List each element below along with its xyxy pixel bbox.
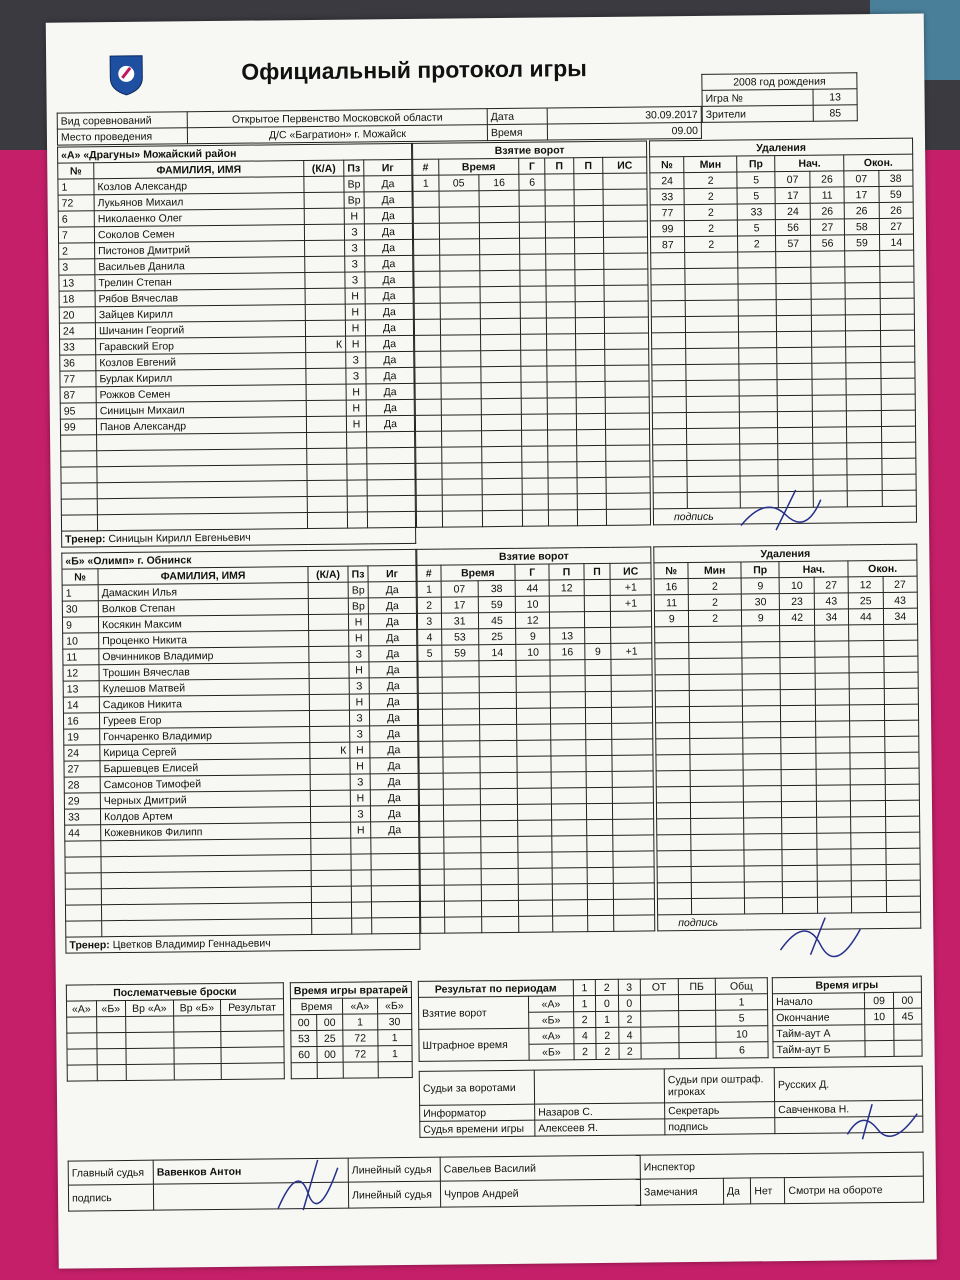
table-row: 95 Синицын Михаил Н Да (60, 399, 414, 419)
secretary-signature-icon (842, 1099, 922, 1145)
goal-row (416, 509, 650, 527)
page-title: Официальный протокол игры (241, 55, 587, 85)
table-row: 72 Лукьянов Михаил Вр Да (58, 191, 412, 211)
table-row: 7 Соколов Семен З Да (58, 223, 412, 243)
table-row: 9 Косякин Максим Н Да (62, 613, 416, 633)
table-row: 14 Садиков Никита Н Да (63, 693, 417, 713)
goalie-row: 00 00 1 30 (291, 1013, 412, 1030)
goal-row: 5 59 14 10 16 9 +1 (418, 643, 652, 661)
table-row: 6 Николаенко Олег Н Да (58, 207, 412, 227)
signature-b-icon (775, 909, 866, 960)
table-row: 99 Панов Александр Н Да (60, 415, 414, 435)
officials-table: Судьи за воротами Судьи при оштраф. игроках Русских Д. Информатор Назаров С. Секретарь Савченкова Н. Судья времени игры Алексеев Я. подпись (419, 1066, 924, 1138)
shield-logo-icon (108, 52, 144, 96)
goal-row: 1 05 16 6 (413, 173, 647, 191)
penalty-row: 87 2 2 57 56 59 14 (651, 234, 914, 253)
table-row: 30 Волков Степан Вр Да (62, 597, 416, 617)
table-row: 24 Кирица Сергей К Н Да (64, 741, 418, 761)
table-row: 13 Кулешов Матвей З Да (63, 677, 417, 697)
table-row: 33 Колдов Артем З Да (64, 805, 418, 825)
goalie-row: 60 00 72 1 (291, 1045, 412, 1062)
penalty-row: 33 2 5 17 11 17 59 (650, 186, 913, 205)
signature-a-icon (736, 485, 827, 536)
goal-row: 1 07 38 44 12 +1 (417, 579, 651, 597)
penalty-row: 99 2 5 56 27 58 27 (650, 218, 913, 237)
table-row: 1 Дамаскин Илья Вр Да (62, 581, 416, 601)
team-title: «А» «Драгуны» Можайский район (58, 143, 412, 163)
goal-row (421, 915, 655, 933)
table-row: 13 Трелин Степан З Да (59, 271, 413, 291)
protocol-sheet (46, 14, 937, 1269)
table-row: 36 Козлов Евгений З Да (60, 351, 414, 371)
table-row: 19 Гончаренко Владимир З Да (64, 725, 418, 745)
table-row: 12 Трошин Вячеслав Н Да (63, 661, 417, 681)
penalty-row: 24 2 5 07 26 07 38 (650, 170, 913, 189)
goalie-time-table: Время игры вратарей Время «А» «Б» 00 00 1 30 53 25 72 1 60 00 72 1 (290, 981, 413, 1079)
team_b-penalties-table: Удаления № Мин Пр Нач. Окон. 16 2 9 10 27 12 27 11 2 30 23 43 25 43 9 2 9 42 34 44 34 подпись (653, 544, 921, 932)
competition-table: Вид соревнований Открытое Первенство Московской области Дата 30.09.2017 Место проведения Д/С «Багратион» г. Можайск Время 09.00 (57, 106, 702, 146)
goal-row: 4 53 25 9 13 (418, 627, 652, 645)
table-row: 11 Овчинников Владимир З Да (63, 645, 417, 665)
game-info-table: 2008 год рождения Игра № 13 Зрители 85 (701, 72, 858, 123)
table-row: 10 Проценко Никита Н Да (63, 629, 417, 649)
table-row: 24 Шичанин Георгий Н Да (59, 319, 413, 339)
shootout-table: Послематчевые броски «А» «Б» Вр «А» Вр «Б» Результат (66, 982, 285, 1081)
table-row: 18 Рябов Вячеслав Н Да (59, 287, 413, 307)
table-row: 28 Самсонов Тимофей З Да (64, 773, 418, 793)
goal-row: 2 17 59 10 +1 (417, 595, 651, 613)
penalty-row: 11 2 30 23 43 25 43 (654, 592, 917, 611)
table-row: 1 Козлов Александр Вр Да (58, 175, 412, 195)
goalie-row: 53 25 72 1 (291, 1029, 412, 1046)
coach-name: Цветков Владимир Геннадьевич (112, 936, 271, 951)
table-row: 87 Рожков Семен Н Да (60, 383, 414, 403)
goal-row: 3 31 45 12 (417, 611, 651, 629)
team_b-roster-table: «Б» «Олимп» г. Обнинск № ФАМИЛИЯ, ИМЯ (К/А) Пз Иг 1 Дамаскин Илья Вр Да 30 Волков Степан Вр Да 9 Косякин Максим Н Да 10 Проценко Никита Н Да 11 Овчинников Владимир З Да 12 Трошин Вячеслав Н Да 13 Кулешов Матвей З Да 14 Садиков Никита Н Да 16 Гуреев Егор З Да 19 Гончаренко Владимир З Да 24 Кирица Сергей К Н Да 27 Баршевцев Елисей Н Да 28 Самсонов Тимофей З Да 29 Черных Дмитрий Н Да 33 Колдов Артем З Да 44 Кожевников Филипп Н Да Тренер: Цветков Владимир Геннадьевич (61, 549, 420, 954)
table-row: 33 Гаравский Егор К Н Да (60, 335, 414, 355)
table-row: 44 Кожевников Филипп Н Да (65, 821, 419, 841)
team_a-penalties-table: Удаления № Мин Пр Нач. Окон. 24 2 5 07 26 07 38 33 2 5 17 11 17 59 77 2 33 24 26 26 26 99 2 5 56 27 58 27 87 2 2 57 56 59 14 подпись (649, 138, 917, 526)
table-row: 2 Пистонов Дмитрий З Да (59, 239, 413, 259)
team-title: «Б» «Олимп» г. Обнинск (62, 549, 416, 569)
table-row: 29 Черных Дмитрий Н Да (64, 789, 418, 809)
penalty-row: 77 2 33 24 26 26 26 (650, 202, 913, 221)
table-row: 77 Бурлак Кирилл З Да (60, 367, 414, 387)
penalty-row: 9 2 9 42 34 44 34 (654, 608, 917, 627)
coach-name: Синицын Кирилл Евгеньевич (108, 531, 251, 545)
table-row: 3 Васильев Данила З Да (59, 255, 413, 275)
team_a-goals-table: Взятие ворот # Время Г П П ИС 1 05 16 6 (412, 140, 651, 527)
referee-signature-icon (273, 1158, 344, 1214)
team_b-goals-table: Взятие ворот # Время Г П П ИС 1 07 38 44 12 +1 2 17 59 10 +1 3 31 45 12 4 53 25 9 13 5 59 14 10 16 9 +1 (416, 546, 655, 933)
table-row: 27 Баршевцев Елисей Н Да (64, 757, 418, 777)
team_a-roster-table: «А» «Драгуны» Можайский район № ФАМИЛИЯ, ИМЯ (К/А) Пз Иг 1 Козлов Александр Вр Да 72 Лукьянов Михаил Вр Да 6 Николаенко Олег Н Да 7 Соколов Семен З Да 2 Пистонов Дмитрий З Да 3 Васильев Данила З Да 13 Трелин Степан З Да 18 Рябов Вячеслав Н Да 20 Зайцев Кирилл Н Да 24 Шичанин Георгий Н Да 33 Гаравский Егор К Н Да 36 Козлов Евгений З Да 77 Бурлак Кирилл З Да 87 Рожков Семен Н Да 95 Синицын Михаил Н Да 99 Панов Александр Н Да Тренер: Синицын Кирилл Евгеньевич (57, 143, 416, 548)
referees-table: Главный судья Вавенков Антон Линейный судья Савельев Василий Инспектор подпись Линейный судья Чупров Андрей Замечания Да Нет Смотри на обороте (68, 1152, 924, 1212)
table-row: 16 Гуреев Егор З Да (63, 709, 417, 729)
game-time-table: Время игры Начало 09 00 Окончание 10 45 Тайм-аут А Тайм-аут Б (772, 976, 923, 1059)
penalty-row: 16 2 9 10 27 12 27 (654, 576, 917, 595)
table-row: 20 Зайцев Кирилл Н Да (59, 303, 413, 323)
period-results-table: Результат по периодам 1 2 3 ОТ ПБ Общ Взятие ворот «А» 1 0 0 1 «Б» 2 1 2 5 Штрафное время «А» 4 2 4 10 «Б» 2 2 2 6 (418, 977, 769, 1062)
